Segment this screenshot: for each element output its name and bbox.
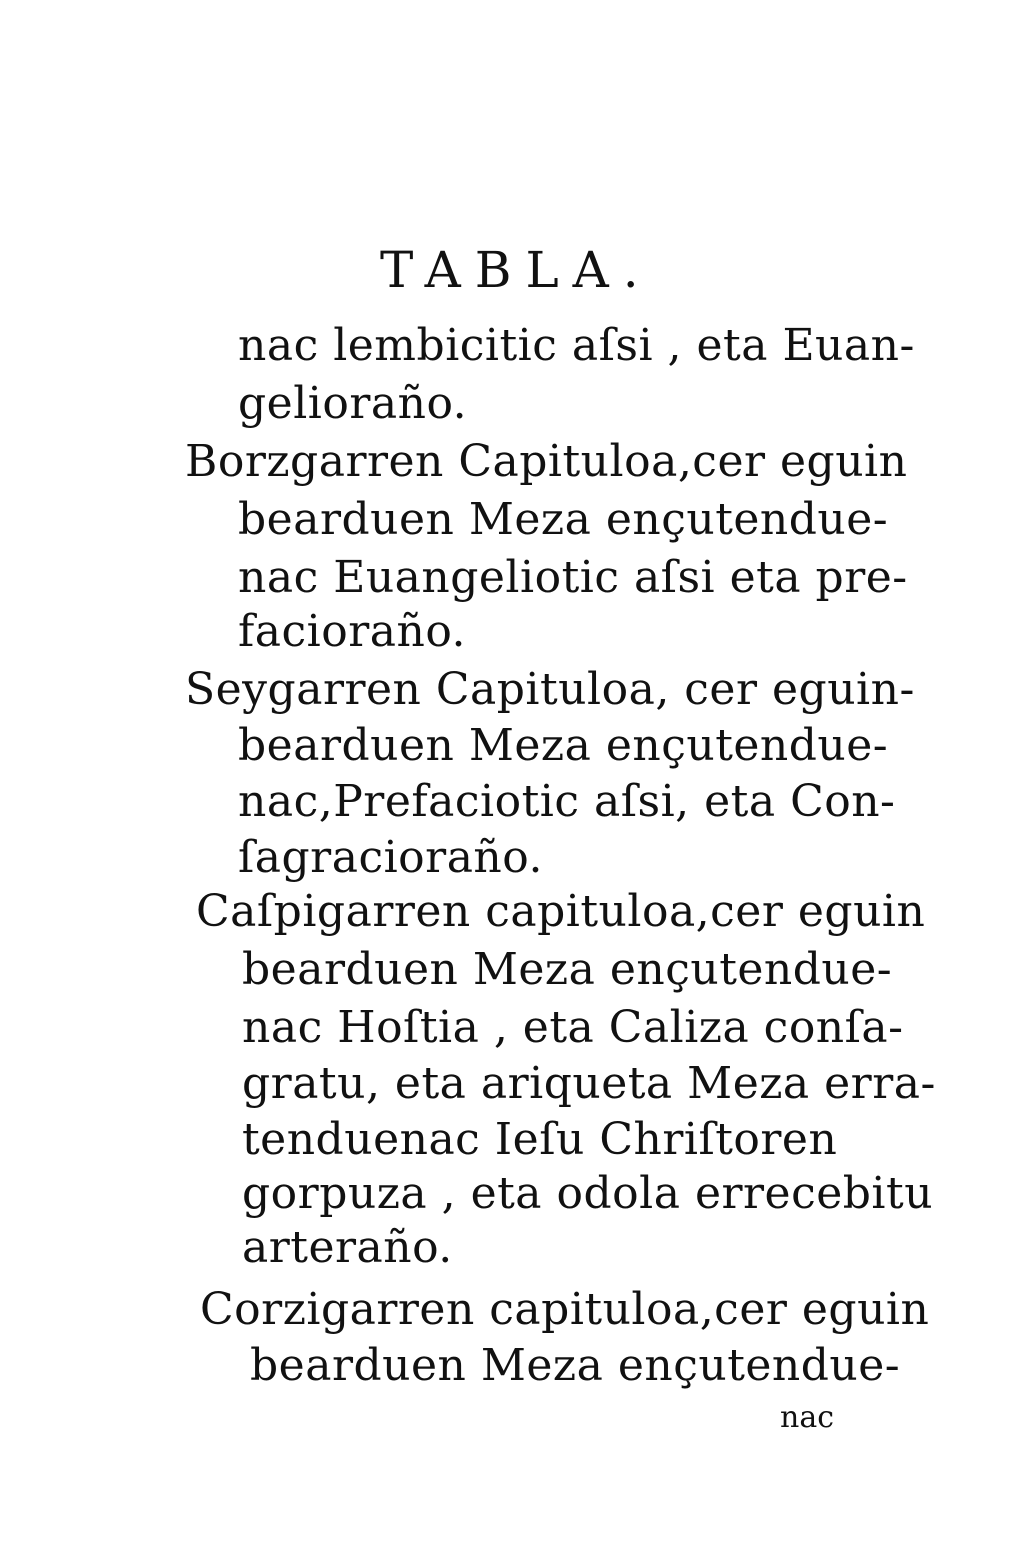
entry-4-line-2: bearduen Meza ençutendue-: [242, 944, 893, 995]
entry-4-line-4: gratu, eta ariqueta Meza erra-: [242, 1058, 936, 1109]
entry-3-line-2: bearduen Meza ençutendue-: [238, 720, 889, 771]
entry-4-line-6: gorpuza , eta odola errecebitu: [242, 1168, 934, 1219]
entry-2-line-1: Borzgarren Capituloa,cer eguin: [185, 436, 908, 487]
catchword: nac: [780, 1400, 835, 1435]
entry-2-line-4: facioraño.: [238, 606, 467, 657]
entry-3-line-4: ſagracioraño.: [238, 832, 543, 883]
entry-4-line-1: Caſpigarren capituloa,cer eguin: [196, 886, 926, 937]
entry-1-line-1: nac lembicitic aſsi , eta Euan-: [238, 320, 915, 371]
entry-3-line-1: Seygarren Capituloa, cer eguin-: [185, 664, 915, 715]
running-head: TABLA.: [380, 241, 653, 299]
entry-3-line-3: nac,Prefaciotic aſsi, eta Con-: [238, 776, 896, 827]
entry-4-line-7: arteraño.: [242, 1222, 453, 1273]
entry-2-line-3: nac Euangeliotic aſsi eta pre-: [238, 552, 908, 603]
entry-4-line-3: nac Hoſtia , eta Caliza conſa-: [242, 1002, 904, 1053]
entry-5-line-2: bearduen Meza ençutendue-: [250, 1340, 901, 1391]
entry-1-line-2: gelioraño.: [238, 378, 468, 429]
entry-5-line-1: Corzigarren capituloa,cer eguin: [200, 1284, 930, 1335]
entry-2-line-2: bearduen Meza ençutendue-: [238, 494, 889, 545]
entry-4-line-5: tenduenac Ieſu Chriſtoren: [242, 1114, 838, 1165]
